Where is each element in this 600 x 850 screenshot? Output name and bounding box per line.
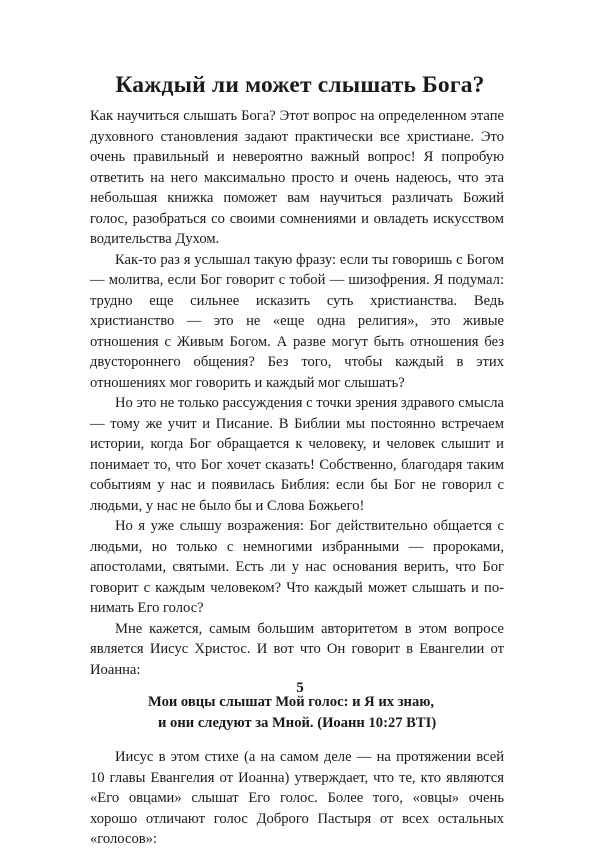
paragraph-5: Мне кажется, самым большим авторитетом в этом вопросе является Иисус Христос. И вот что Он говорит в Евангелии от Иоанна: (90, 620, 504, 678)
chapter-body (90, 106, 504, 850)
paragraph-1: Как научиться слышать Бога? Этот вопрос на определенном этапе духовного становления задают практически все христиане. Это очень правильный и невероятно важный вопрос! Я попробую ответить на него максимально просто и очень надеюсь, что эта небольшая книжка поможет вам научиться различать Божий голос, разобраться со своими сомнениями и овладеть искусством водительства Духом. (90, 108, 504, 247)
scripture-quote (90, 692, 504, 733)
paragraph-4: Но я уже слышу возражения: Бог действительно общается с людьми, но только с немногими избранными — пророками, апостолами, святыми. Есть ли у нас основания верить, что Бог говорит с каждым человеком? Что каждый может слышать и понимать Его голос? (90, 518, 504, 616)
paragraph-3: Но это не только рассуждения с точки зрения здравого смысла — тому же учит и Писание. В Библии мы постоянно встречаем истории, когда Бог обращается к человеку, и человек слышит и понимает то, что Бог хочет сказать! Собственно, благодаря таким событиям у нас и появилась Библия: если бы Бог не говорил с людьми, у нас не было бы и Слова Божьего! (90, 395, 504, 514)
page-number: 5 (296, 680, 304, 696)
quote-line-1: Мои овцы слышат Мой голос: и Я их знаю, (148, 694, 435, 710)
quote-line-2: и они следуют за Мной. (Иоанн 10:27 BTI) (158, 714, 437, 731)
paragraph-2: Как-то раз я услышал такую фразу: если ты говоришь с Богом — молитва, если Бог говорит с тобой — шизофрения. Я подумал: трудно еще сильнее исказить суть христианства. Ведь христианство — это не «еще одна религия», это живые отношения с Живым Богом. А разве могут быть отношения без двустороннего общения? Без того, чтобы каждый в этих отношениях мог говорить и каждый мог слышать? (90, 251, 504, 391)
chapter-title: Каждый ли может слышать Бога? (115, 72, 485, 98)
paragraph-6: Иисус в этом стихе (а на самом деле — на протяжении всей 10 главы Евангелия от Иоанна) утверждает, что те, кто являются «Его овцами» слышат Его голос. Более того, «овцы» очень хорошо отличают голос Доброго Пастыря от всех остальных «голосов»: (90, 749, 504, 847)
